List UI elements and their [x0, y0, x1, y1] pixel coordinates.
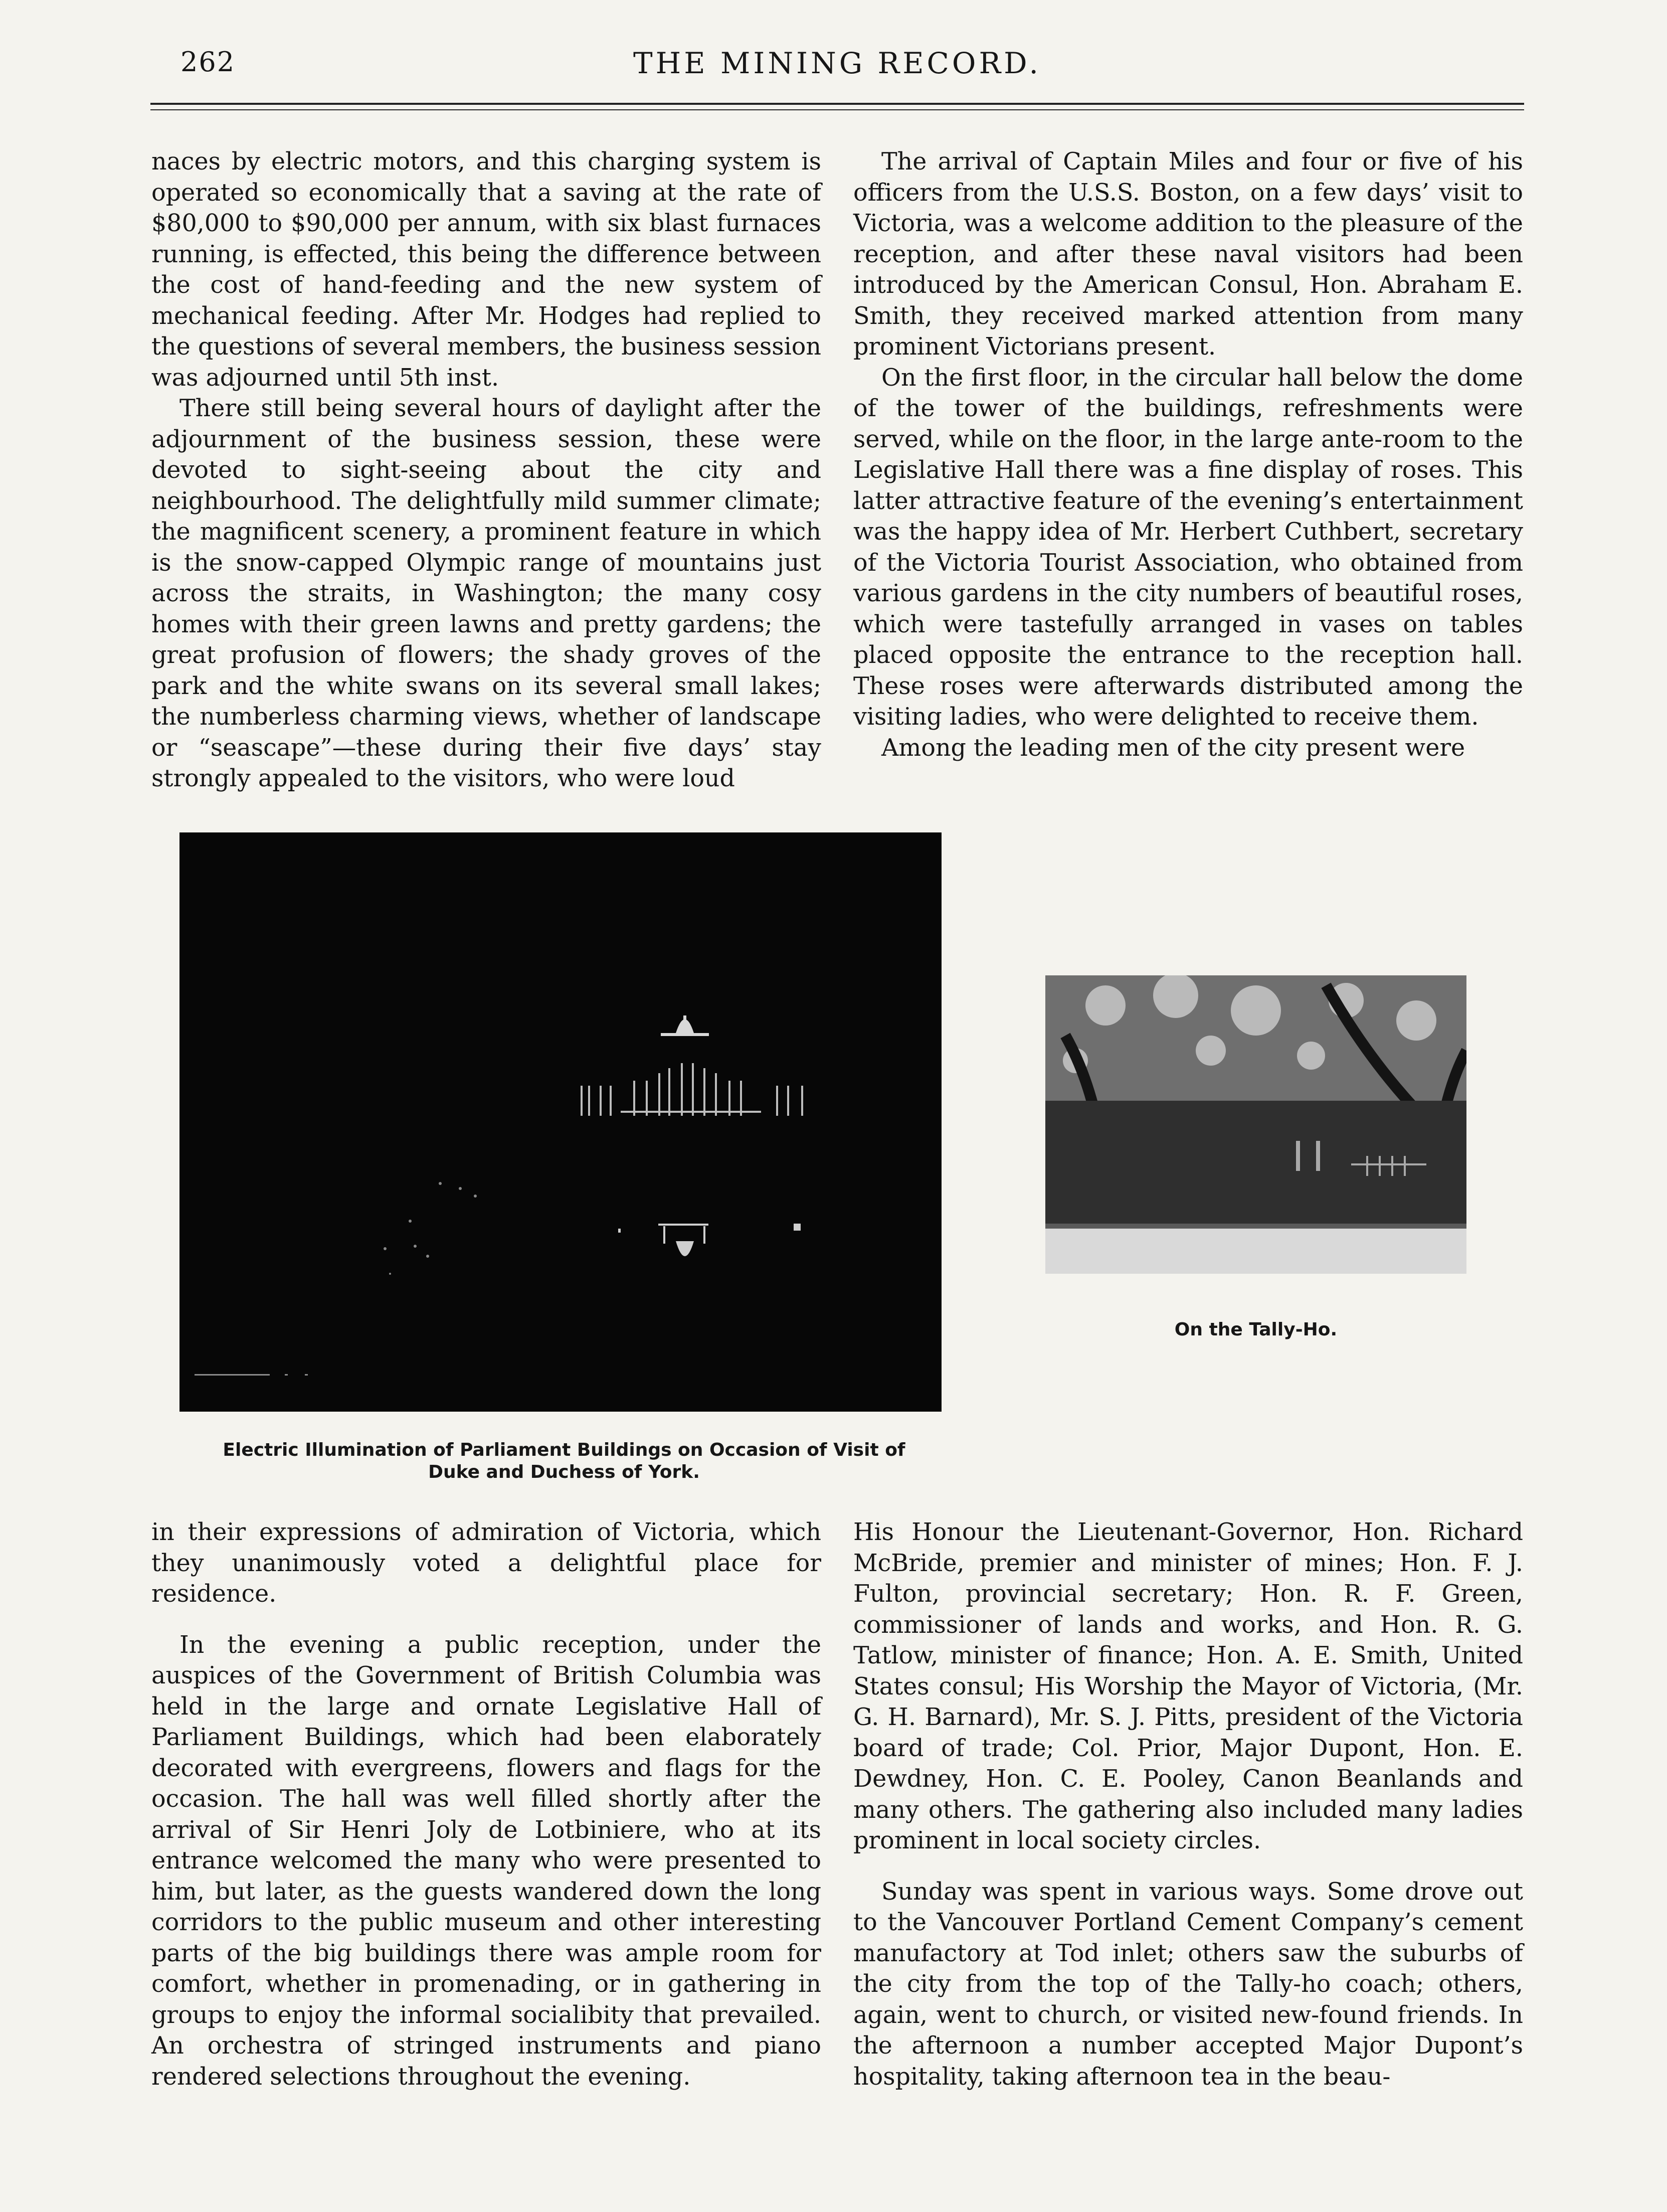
- paragraph: Sunday was spent in various ways. Some drove out to the Vancouver Portland Cement Company’s cement manufactory at Tod inlet; others saw the suburbs of the city from the top of the Tally-ho coach; others, again, went to church, or visited new-found friends. In the afternoon a number accepted Major Dupont’s hospitality, taking afternoon tea in the beau-: [853, 1878, 1523, 2091]
- paragraph: There still being several hours of daylight after the adjournment of the business session, these were devoted to sight-seeing about the city and neighbourhood. The delightfully mild summer climate; the magnificent scenery, a prominent feature in which is the snow-capped Olympic range of mountains just across the straits, in Washington; the many cosy homes with their green lawns and pretty gardens; the great profusion of flowers; the shady groves of the park and the white swans on its several small lakes; the numberless charming views, whether of landscape or “seascape”—these during their five days’ stay strongly appealed to the visitors, who were loud: [151, 395, 821, 792]
- header-rule-double: [150, 109, 1524, 110]
- parliament-buildings-image: [179, 832, 942, 1412]
- left-column-top: [151, 146, 821, 794]
- paragraph: in their expressions of admiration of Victoria, which they unanimously voted a delightful place for residence.: [151, 1518, 821, 1608]
- tally-ho-photo: [1045, 975, 1466, 1274]
- tally-ho-caption: On the Tally-Ho.: [1174, 1319, 1338, 1340]
- journal-title: THE MINING RECORD.: [633, 46, 1041, 80]
- paragraph: His Honour the Lieutenant-Governor, Hon. Richard McBride, premier and minister of mines; Hon. F. J. Fulton, provincial secretary; Hon. R. F. Green, commissioner of lands and works, and Hon. R. G. Tatlow, minister of finance; Hon. A. E. Smith, United States consul; His Worship the Mayor of Victoria, (Mr. G. H. Barnard), Mr. S. J. Pitts, president of the Victoria board of trade; Col. Prior, Major Dupont, Hon. E. Dewdney, Hon. C. E. Pooley, Canon Beanlands and many others. The gathering also included many ladies prominent in local society circles.: [853, 1518, 1523, 1854]
- paragraph: In the evening a public reception, under the auspices of the Government of British Columbia was held in the large and ornate Legislative Hall of Parliament Buildings, which had been elaborately decorated with evergreens, flowers and flags for the occasion. The hall was well filled shortly after the arrival of Sir Henri Joly de Lotbiniere, who at its entrance welcomed the many who were presented to him, but later, as the guests wandered down the long corridors to the public museum and other interesting parts of the big buildings there was ample room for comfort, whether in promenading, or in gathering in groups to enjoy the informal socialibity that prevailed. An orchestra of stringed instruments and piano rendered selections throughout the evening.: [151, 1631, 821, 2091]
- header-rule: [150, 103, 1524, 105]
- running-header: [150, 46, 1524, 86]
- paragraph: On the first floor, in the circular hall below the dome of the tower of the buildings, refreshments were served, while on the floor, in the large ante-room to the Legislative Hall there was a fine display of roses. This latter attractive feature of the evening’s entertainment was the happy idea of Mr. Herbert Cuthbert, secretary of the Victoria Tourist Association, who obtained from various gardens in the city numbers of beautiful roses, which were tastefully arranged in vases on tables placed opposite the entrance to the reception hall. These roses were afterwards distributed among the visiting ladies, who were delighted to receive them.: [853, 364, 1523, 731]
- page-number: 262: [180, 46, 236, 78]
- parliament-caption: Electric Illumination of Parliament Buildings on Occasion of Visit of Duke and Duchess of York.: [223, 1440, 905, 1482]
- right-column-bottom: [853, 1517, 1523, 2092]
- paragraph: The arrival of Captain Miles and four or five of his officers from the U.S.S. Boston, on a few days’ visit to Victoria, was a welcome addition to the pleasure of the reception, and after these naval visitors had been introduced by the American Consul, Hon. Abraham E. Smith, they received marked attention from many prominent Victorians present.: [853, 148, 1523, 361]
- parliament-illumination-photo: [179, 832, 942, 1412]
- paragraph: Among the leading men of the city present were: [881, 734, 1465, 762]
- right-column-top: [853, 146, 1523, 763]
- tally-ho-image: [1045, 975, 1466, 1274]
- paragraph: naces by electric motors, and this charging system is operated so economically that a saving at the rate of $80,000 to $90,000 per annum, with six blast furnaces running, is effected, this being the difference between the cost of hand-feeding and the new system of mechanical feeding. After Mr. Hodges had replied to the questions of several members, the business session was adjourned until 5th inst.: [151, 148, 821, 392]
- left-column-bottom: [151, 1517, 821, 2092]
